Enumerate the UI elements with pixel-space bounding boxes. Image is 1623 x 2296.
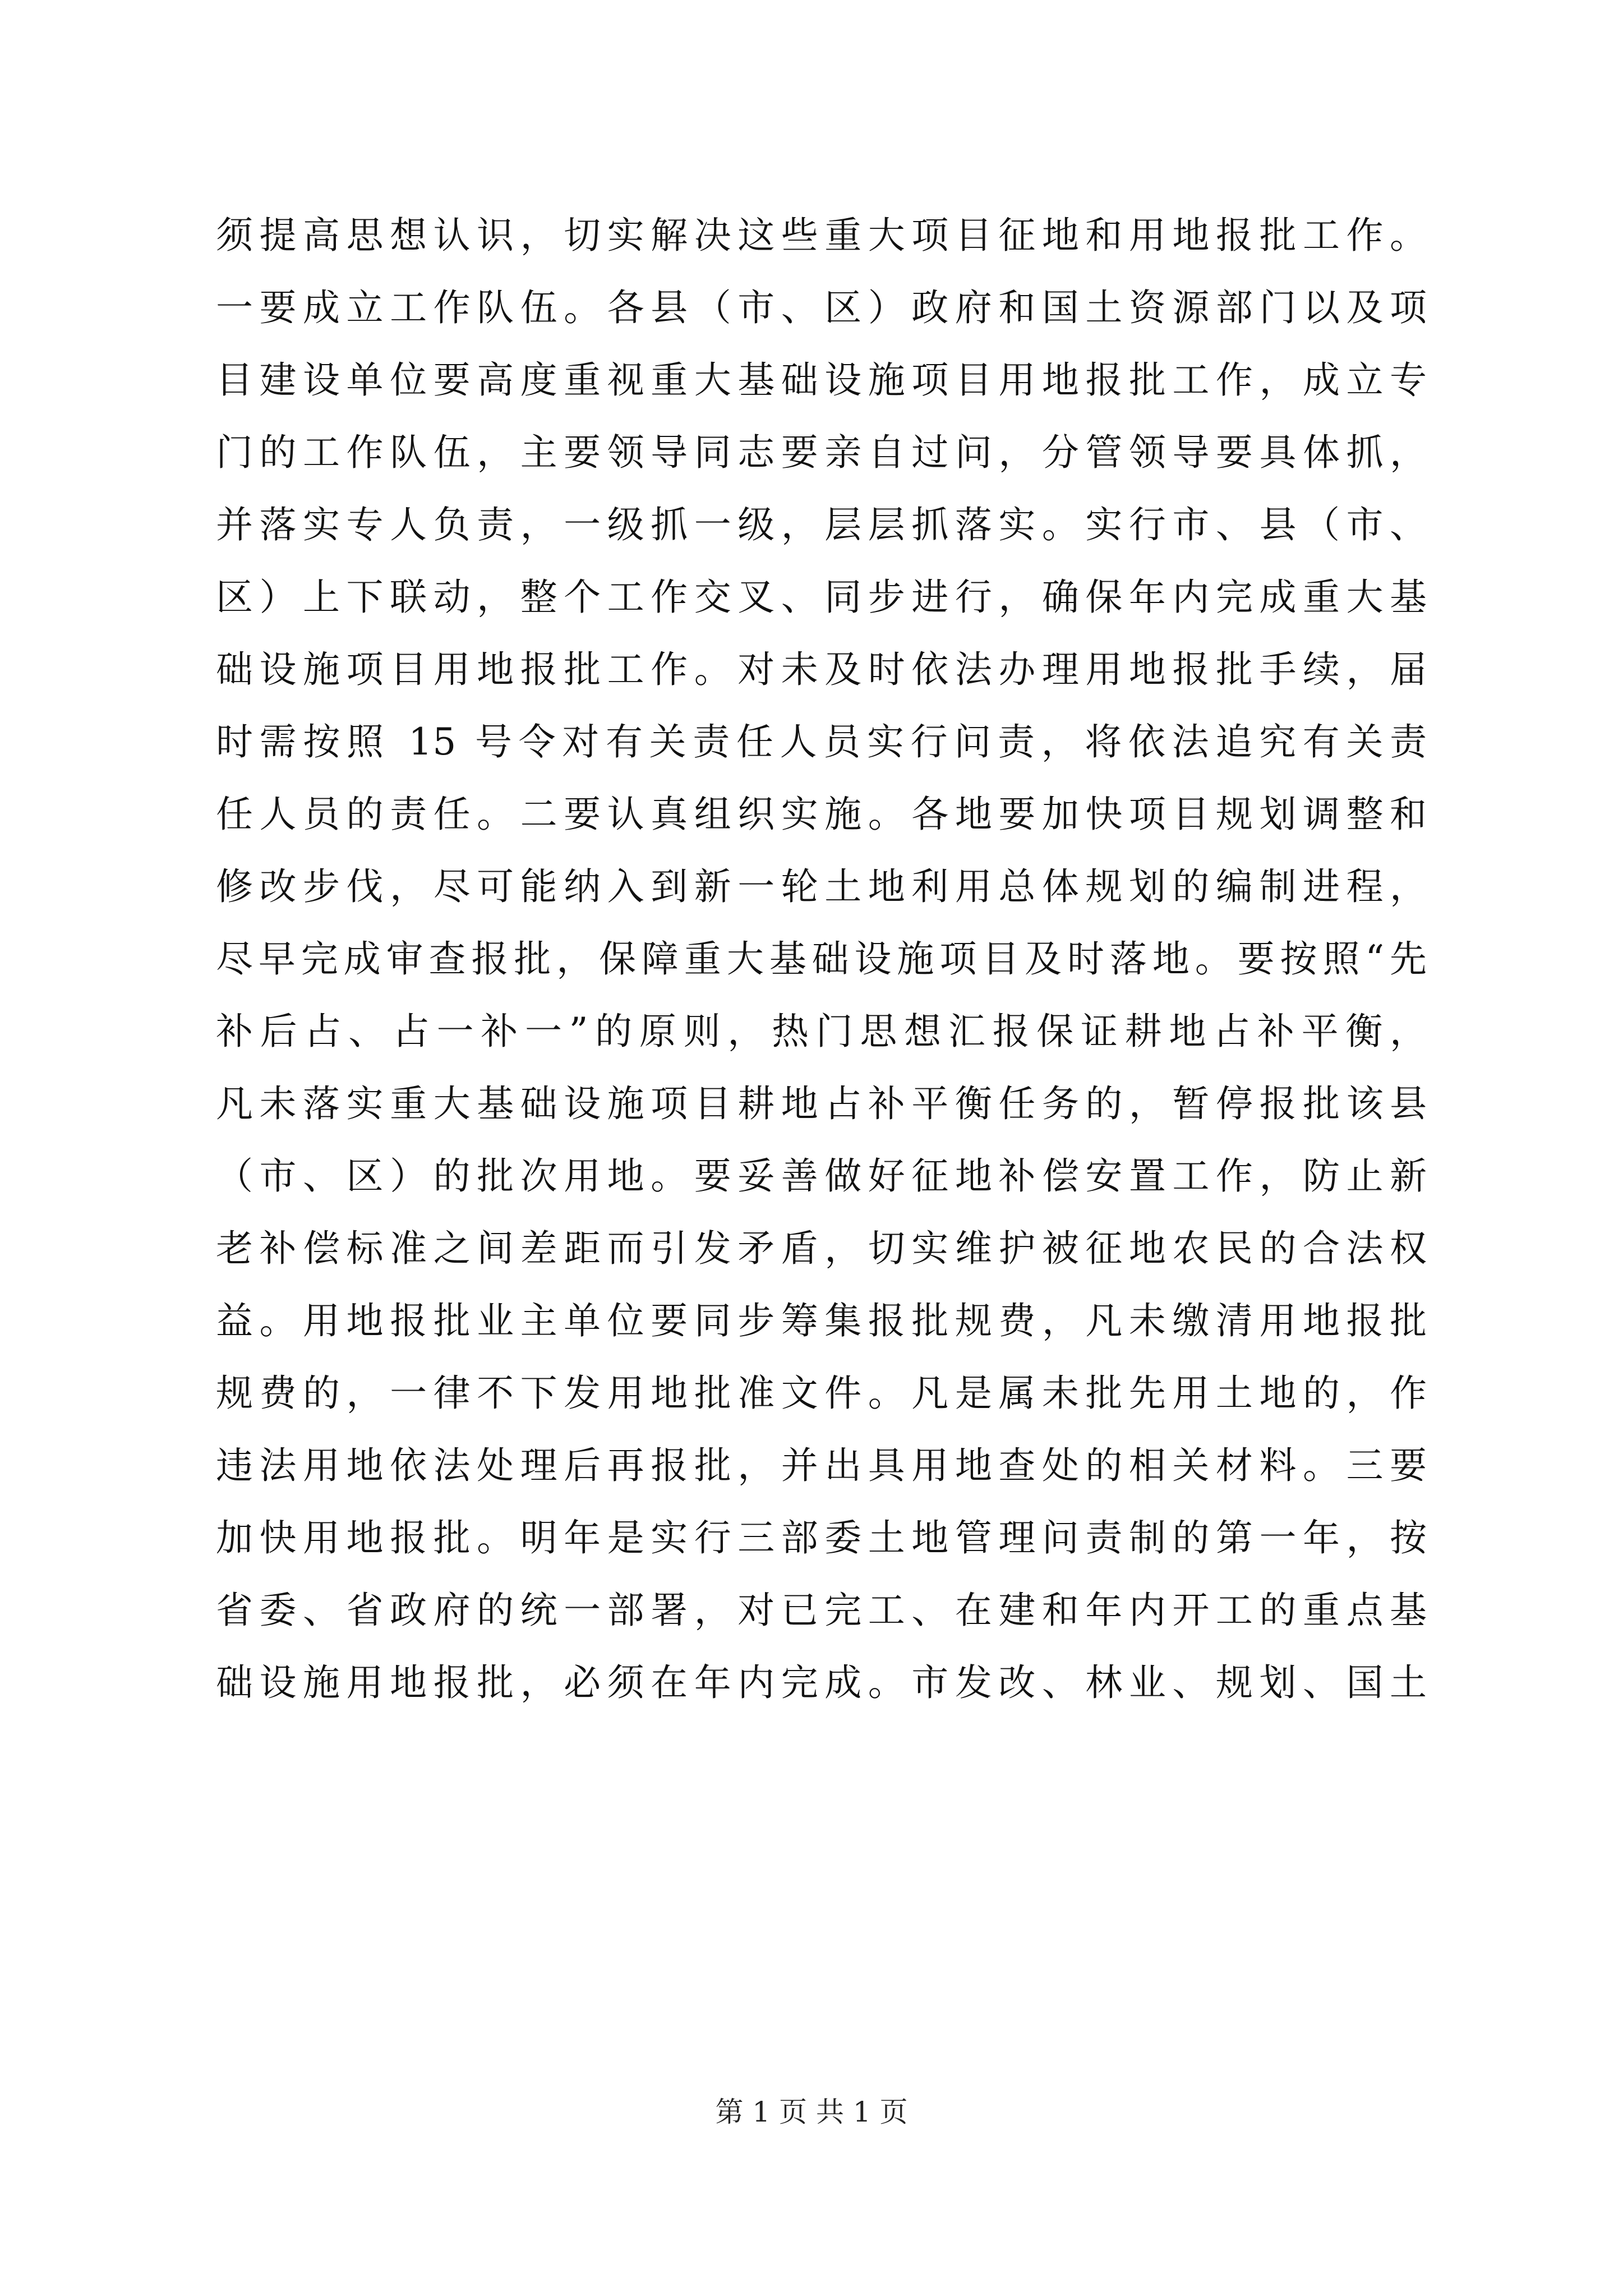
text-line: 须提高思想认识，切实解决这些重大项目征地和用地报批工作。	[216, 214, 1427, 257]
text-line: 省委、省政府的统一部署，对已完工、在建和年内开工的重点基	[216, 1589, 1427, 1632]
text-line: 尽早完成审查报批，保障重大基础设施项目及时落地。要按照“先	[216, 937, 1427, 981]
text-line: 目建设单位要高度重视重大基础设施项目用地报批工作，成立专	[216, 358, 1427, 402]
text-line: 违法用地依法处理后再报批，并出具用地查处的相关材料。三要	[216, 1444, 1427, 1487]
text-line: 础设施项目用地报批工作。对未及时依法办理用地报批手续，届	[216, 648, 1427, 691]
text-line: 并落实专人负责，一级抓一级，层层抓落实。实行市、县（市、	[216, 503, 1427, 546]
text-line: 一要成立工作队伍。各县（市、区）政府和国土资源部门以及项	[216, 286, 1427, 329]
text-line: 时需按照 15 号令对有关责任人员实行问责，将依法追究有关责	[216, 720, 1427, 763]
text-line: 凡未落实重大基础设施项目耕地占补平衡任务的，暂停报批该县	[216, 1082, 1427, 1125]
text-line: （市、区）的批次用地。要妥善做好征地补偿安置工作，防止新	[216, 1154, 1427, 1198]
text-line: 础设施用地报批，必须在年内完成。市发改、林业、规划、国土	[216, 1661, 1427, 1704]
body-text	[216, 199, 1427, 1719]
text-line: 补后占、占一补一”的原则，热门思想汇报保证耕地占补平衡，	[216, 1010, 1427, 1053]
text-line: 益。用地报批业主单位要同步筹集报批规费，凡未缴清用地报批	[216, 1299, 1427, 1342]
text-line: 任人员的责任。二要认真组织实施。各地要加快项目规划调整和	[216, 793, 1427, 836]
text-line: 修改步伐，尽可能纳入到新一轮土地利用总体规划的编制进程，	[216, 865, 1427, 908]
text-line: 规费的，一律不下发用地批准文件。凡是属未批先用土地的，作	[216, 1372, 1427, 1415]
text-line: 区）上下联动，整个工作交叉、同步进行，确保年内完成重大基	[216, 576, 1427, 619]
text-line: 加快用地报批。明年是实行三部委土地管理问责制的第一年，按	[216, 1516, 1427, 1559]
text-line: 门的工作队伍，主要领导同志要亲自过问，分管领导要具体抓，	[216, 431, 1427, 474]
page-footer: 第 1 页 共 1 页	[715, 2096, 908, 2128]
text-line: 老补偿标准之间差距而引发矛盾，切实维护被征地农民的合法权	[216, 1227, 1427, 1270]
